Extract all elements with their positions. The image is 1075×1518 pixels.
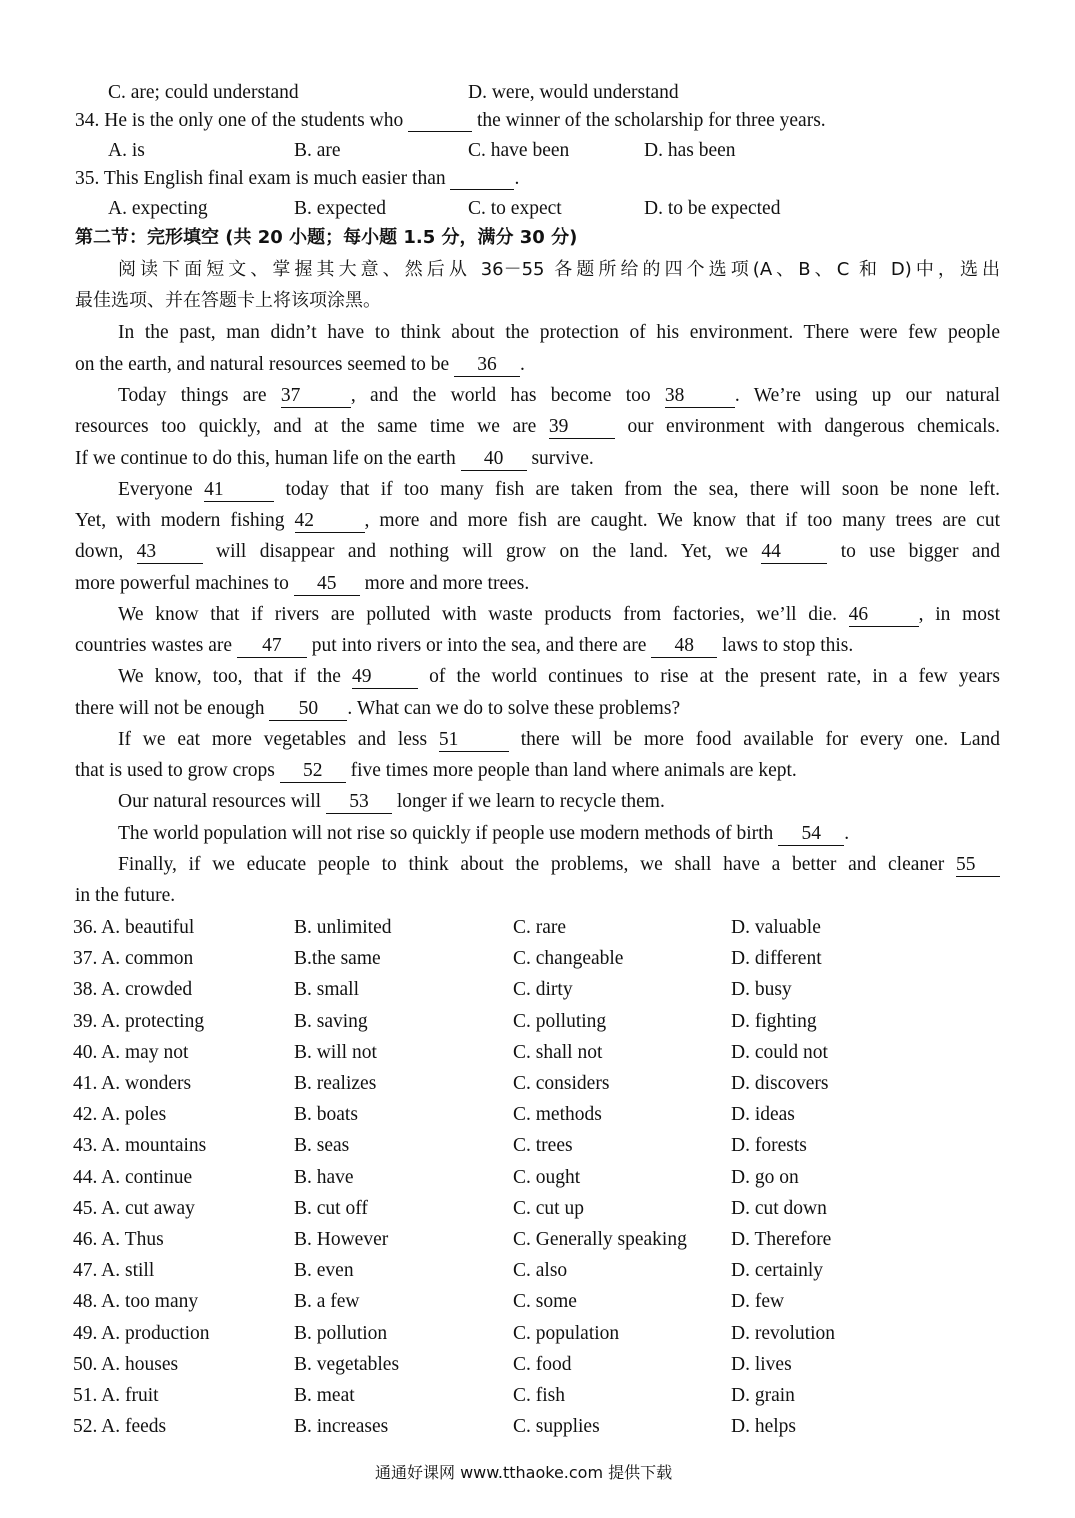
cloze-blank-40: 40 <box>461 449 527 471</box>
page-footer: 通通好课网 www.tthaoke.com 提供下载 <box>375 1463 673 1482</box>
option-c: C. cut up <box>513 1197 584 1219</box>
option-b: B. realizes <box>294 1073 377 1094</box>
option-a: 37. A. common <box>73 948 194 970</box>
cloze-blank-44: 44 <box>761 542 827 564</box>
answer-blank <box>450 169 514 190</box>
option-c: C. changeable <box>513 948 624 970</box>
cloze-blank-41: 41 <box>204 480 274 502</box>
passage-line: more powerful machines to 45 more and more trees. <box>75 573 530 594</box>
option-a: 46. A. Thus <box>73 1229 164 1250</box>
option-d: D. go on <box>731 1166 799 1188</box>
q33-option-c: C. are; could understand <box>108 82 299 103</box>
cloze-blank-48: 48 <box>651 636 717 658</box>
passage-line: We know that if rivers are polluted with waste products from factories, we’ll die. 46 , in most <box>118 604 1001 625</box>
passage-line: there will not be enough 50 . What can we do to solve these problems? <box>75 698 681 719</box>
q35-option-b: B. expected <box>294 198 387 219</box>
passage-line: countries wastes are 47 put into rivers or into the sea, and there are 48 laws to stop this. <box>75 635 854 656</box>
passage-line: In the past, man didn’t have to think about the protection of his environment. There were few people <box>118 322 1000 343</box>
option-a: 52. A. feeds <box>73 1416 167 1438</box>
option-d: D. lives <box>731 1353 792 1375</box>
q35-option-a: A. expecting <box>108 198 208 219</box>
option-a: 38. A. crowded <box>73 979 193 1001</box>
passage-line: Our natural resources will 53 longer if we learn to recycle them. <box>118 791 665 812</box>
question-35-stem: 35. This English final exam is much easier than . <box>75 168 520 189</box>
option-a: 47. A. still <box>73 1260 155 1282</box>
passage-line: If we eat more vegetables and less 51 there will be more food available for every one. Land <box>118 729 1001 750</box>
cloze-blank-52: 52 <box>280 761 346 783</box>
passage-line: down, 43 will disappear and nothing will grow on the land. Yet, we 44 to use bigger and <box>75 541 1001 562</box>
option-b: B. seas <box>294 1135 350 1157</box>
option-d: D. ideas <box>731 1104 795 1126</box>
option-c: C. dirty <box>513 979 573 1001</box>
cloze-blank-42: 42 <box>295 511 365 533</box>
option-d: D. different <box>731 948 822 970</box>
passage-line: Yet, with modern fishing 42 , more and more fish are caught. We know that if too many trees are cut <box>75 510 1000 531</box>
option-c: C. ought <box>513 1166 581 1188</box>
option-d: D. Therefore <box>731 1229 832 1250</box>
option-d: D. grain <box>731 1385 795 1406</box>
option-d: D. revolution <box>731 1322 835 1344</box>
option-a: 49. A. production <box>73 1322 210 1344</box>
option-d: D. forests <box>731 1135 807 1157</box>
option-b: B. increases <box>294 1416 389 1438</box>
cloze-blank-54: 54 <box>778 824 844 846</box>
cloze-blank-46: 46 <box>849 605 919 627</box>
cloze-blank-36: 36 <box>454 355 520 377</box>
cloze-blank-49: 49 <box>352 667 418 689</box>
passage-line: The world population will not rise so quickly if people use modern methods of birth 54 . <box>118 823 850 844</box>
cloze-blank-50: 50 <box>269 699 347 721</box>
option-c: C. some <box>513 1291 577 1313</box>
option-c: C. also <box>513 1260 568 1282</box>
answer-blank <box>408 111 472 132</box>
passage-line: Finally, if we educate people to think about the problems, we shall have a better and cleaner 55 <box>118 855 1000 877</box>
q34-option-c: C. have been <box>468 140 570 161</box>
option-a: 43. A. mountains <box>73 1135 207 1157</box>
q34-option-d: D. has been <box>644 140 736 161</box>
option-b: B. small <box>294 979 360 1001</box>
q35-option-d: D. to be expected <box>644 198 781 219</box>
option-d: D. few <box>731 1291 785 1313</box>
cloze-blank-47: 47 <box>237 636 307 658</box>
option-a: 48. A. too many <box>73 1291 199 1313</box>
cloze-blank-43: 43 <box>137 542 203 564</box>
option-c: C. rare <box>513 917 567 938</box>
option-d: D. cut down <box>731 1197 827 1219</box>
passage-line: resources too quickly, and at the same time we are 39 our environment with dangerous chemicals. <box>75 416 1001 437</box>
option-b: B.the same <box>294 948 381 970</box>
q34-option-a: A. is <box>108 140 145 161</box>
option-d: D. busy <box>731 979 792 1001</box>
option-b: B. even <box>294 1260 354 1282</box>
option-c: C. polluting <box>513 1010 607 1032</box>
option-c: C. shall not <box>513 1041 603 1063</box>
option-a: 36. A. beautiful <box>73 917 195 938</box>
option-d: D. discovers <box>731 1073 829 1094</box>
option-d: D. certainly <box>731 1260 824 1282</box>
option-a: 45. A. cut away <box>73 1197 195 1219</box>
option-b: B. unlimited <box>294 917 392 938</box>
cloze-blank-45: 45 <box>294 574 360 596</box>
option-a: 39. A. protecting <box>73 1010 205 1032</box>
option-b: B. saving <box>294 1010 368 1032</box>
option-b: B. boats <box>294 1104 358 1126</box>
question-34-stem: 34. He is the only one of the students who the winner of the scholarship for three years. <box>75 110 826 131</box>
cloze-blank-39: 39 <box>549 417 615 439</box>
option-c: C. population <box>513 1322 620 1344</box>
cloze-blank-38: 38 <box>665 386 735 408</box>
option-b: B. have <box>294 1166 354 1188</box>
option-c: C. food <box>513 1353 572 1375</box>
passage-line: Today things are 37 , and the world has become too 38 . We’re using up our natural <box>118 385 1001 406</box>
q33-option-d: D. were, would understand <box>468 82 679 103</box>
cloze-blank-37: 37 <box>281 386 351 408</box>
option-a: 50. A. houses <box>73 1353 179 1375</box>
option-b: B. meat <box>294 1385 355 1406</box>
option-d: D. could not <box>731 1041 828 1063</box>
option-d: D. valuable <box>731 917 821 938</box>
option-c: C. trees <box>513 1135 573 1157</box>
option-b: B. However <box>294 1229 389 1250</box>
option-c: C. supplies <box>513 1416 600 1438</box>
option-d: D. fighting <box>731 1010 817 1032</box>
passage-line: that is used to grow crops 52 five times more people than land where animals are kept. <box>75 760 797 781</box>
passage-line: on the earth, and natural resources seemed to be 36 . <box>75 354 525 375</box>
cloze-blank-53: 53 <box>326 792 392 814</box>
option-c: C. fish <box>513 1385 566 1406</box>
option-b: B. a few <box>294 1291 360 1313</box>
option-b: B. cut off <box>294 1197 368 1219</box>
section-instructions-line2: 最佳选项、并在答题卡上将该项涂黑。 <box>75 290 381 311</box>
passage-line: We know, too, that if the 49 of the world continues to rise at the present rate, in a few years <box>118 666 1000 687</box>
option-a: 44. A. continue <box>73 1166 193 1188</box>
option-c: C. methods <box>513 1104 602 1126</box>
passage-line: Everyone 41 today that if too many fish are taken from the sea, there will soon be none left. <box>118 479 1000 500</box>
cloze-blank-55: 55 <box>956 855 1000 877</box>
passage-line: in the future. <box>75 885 176 906</box>
option-b: B. will not <box>294 1041 377 1063</box>
q34-option-b: B. are <box>294 140 341 161</box>
option-b: B. pollution <box>294 1322 388 1344</box>
option-c: C. considers <box>513 1073 610 1094</box>
section-instructions-line1: 阅读下面短文、掌握其大意、然后从 36－55 各题所给的四个选项(A、B、C 和 D)中，选出 <box>118 259 1000 280</box>
q35-option-c: C. to expect <box>468 198 562 219</box>
option-a: 41. A. wonders <box>73 1073 192 1094</box>
passage-line: If we continue to do this, human life on the earth 40 survive. <box>75 448 594 469</box>
option-a: 51. A. fruit <box>73 1385 159 1406</box>
cloze-blank-51: 51 <box>439 730 509 752</box>
option-d: D. helps <box>731 1416 796 1438</box>
option-a: 40. A. may not <box>73 1041 189 1063</box>
option-c: C. Generally speaking <box>513 1229 687 1250</box>
section-heading: 第二节：完形填空 (共 20 小题；每小题 1.5 分，满分 30 分) <box>75 227 578 248</box>
option-b: B. vegetables <box>294 1353 400 1375</box>
option-a: 42. A. poles <box>73 1104 167 1126</box>
